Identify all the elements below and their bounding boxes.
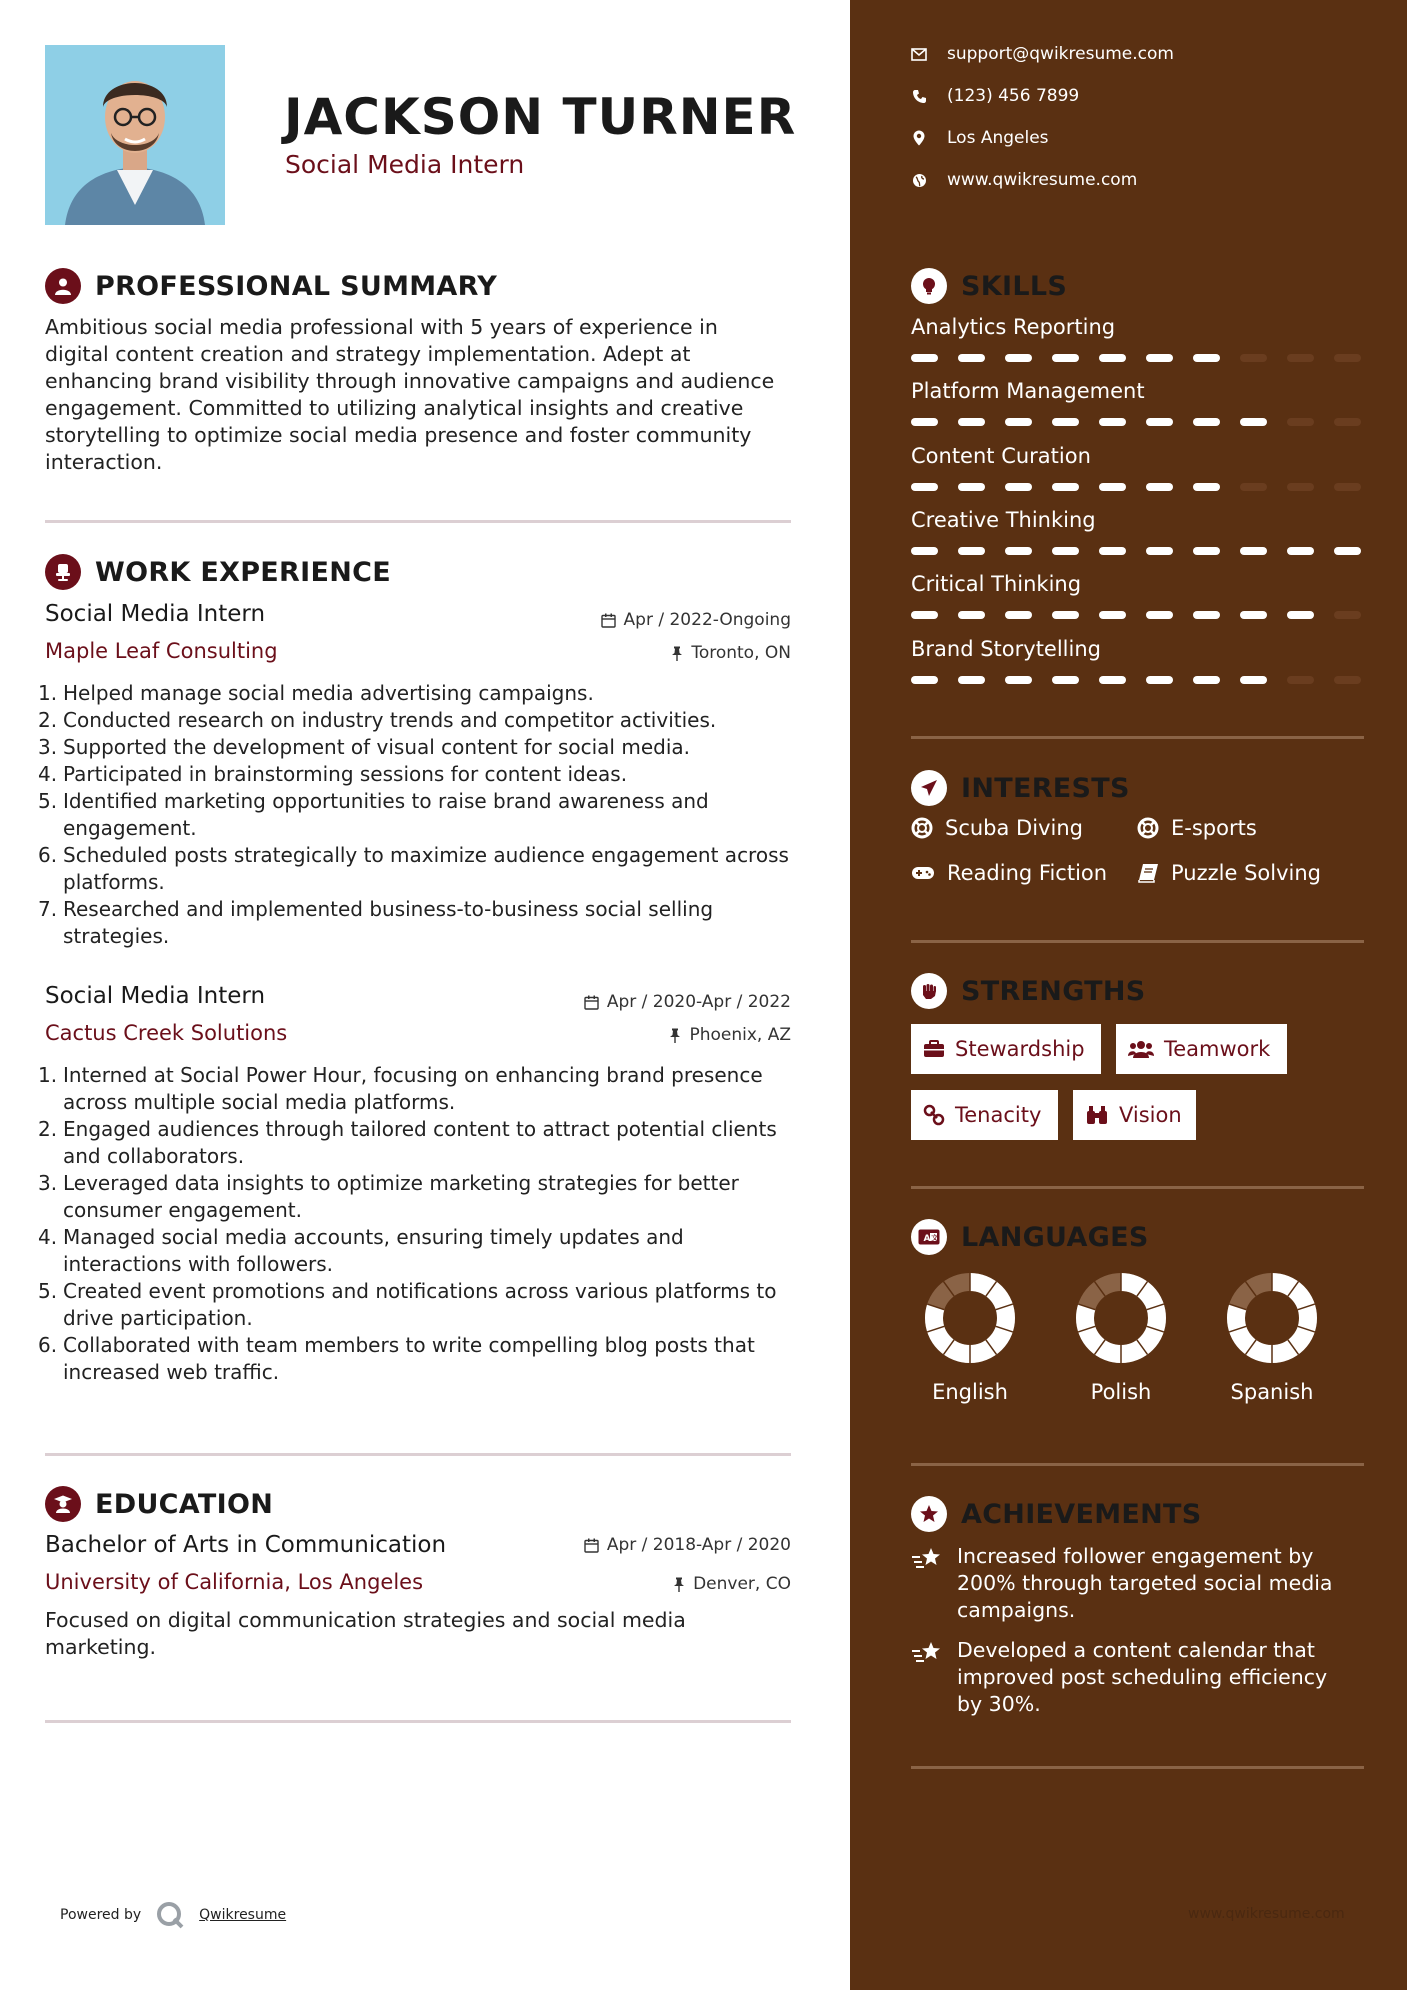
rating-dot-filled	[1240, 418, 1267, 426]
rating-dot-filled	[1193, 611, 1220, 619]
skills-heading	[911, 268, 1067, 304]
location-text: Los Angeles	[947, 128, 1049, 148]
envelope-icon	[911, 46, 927, 62]
job-dates-text: Apr / 2022-Ongoing	[623, 610, 791, 630]
rating-dot-filled	[1287, 611, 1314, 619]
achievement-item	[911, 1637, 1351, 1718]
rating-dot-filled	[1193, 418, 1220, 426]
fist-icon	[911, 973, 947, 1009]
email-text[interactable]: support@qwikresume.com	[947, 44, 1174, 64]
rating-dot-filled	[1193, 547, 1220, 555]
rating-dot-filled	[1334, 547, 1361, 555]
divider	[45, 1720, 791, 1723]
footer-website[interactable]: www.qwikresume.com	[1188, 1906, 1345, 1922]
rating-dot-empty	[1240, 354, 1267, 362]
rating-dot-filled	[1240, 547, 1267, 555]
translate-icon	[911, 1219, 947, 1255]
rating-dot-empty	[1287, 483, 1314, 491]
calendar-icon	[584, 1538, 599, 1553]
strengths-heading	[911, 973, 1146, 1009]
rating-dot-filled	[958, 418, 985, 426]
rating-dot-filled	[1005, 547, 1032, 555]
skill-rating	[911, 483, 1361, 491]
contact-website	[911, 170, 1137, 190]
degree: Bachelor of Arts in Communication	[45, 1532, 447, 1558]
rating-dot-filled	[911, 354, 938, 362]
list-item: 5. Created event promotions and notifications across various platforms to drive participation.	[38, 1279, 777, 1330]
experience-heading	[45, 554, 391, 590]
job-location-text: Phoenix, AZ	[689, 1025, 791, 1045]
rating-dot-filled	[1052, 483, 1079, 491]
skill-name: Analytics Reporting	[911, 315, 1116, 339]
rating-dot-filled	[1146, 547, 1173, 555]
job-bullets	[38, 1062, 798, 1386]
rating-dot-empty	[1334, 354, 1361, 362]
pin-icon	[669, 1028, 681, 1043]
achievement-text: Increased follower engagement by 200% through targeted social media campaigns.	[957, 1544, 1333, 1622]
interest-item	[911, 861, 1107, 885]
rating-dot-empty	[1334, 611, 1361, 619]
rating-dot-filled	[1146, 418, 1173, 426]
globe-icon	[911, 172, 927, 188]
language-item	[1051, 1270, 1191, 1404]
list-item: 2. Conducted research on industry trends and competitor activities.	[38, 708, 717, 732]
rating-dot-filled	[1052, 676, 1079, 684]
interest-label: Reading Fiction	[947, 861, 1108, 885]
divider	[45, 520, 791, 523]
rating-dot-empty	[1334, 483, 1361, 491]
strength-label: Tenacity	[955, 1103, 1042, 1127]
interests-title: INTERESTS	[961, 772, 1130, 804]
profile-photo	[45, 45, 225, 225]
job-bullets	[38, 680, 798, 950]
list-item: 4. Participated in brainstorming sessions for content ideas.	[38, 762, 628, 786]
briefcase-icon	[923, 1040, 945, 1058]
achievement-text: Developed a content calendar that improved post scheduling efficiency by 30%.	[957, 1638, 1328, 1716]
skill-name: Platform Management	[911, 379, 1145, 403]
job-title: Social Media Intern	[45, 601, 266, 627]
strength-badge	[911, 1024, 1101, 1074]
interest-label: Puzzle Solving	[1171, 861, 1321, 885]
skill-name: Creative Thinking	[911, 508, 1096, 532]
summary-text: Ambitious social media professional with 5 years of experience in digital content creation and strategy implementation. Adept at enhancing brand visibility through innovative campaigns and audience engagement. Committed to utilizing analytical insights and creative storytelling to optimize social media presence and foster community interaction.	[45, 315, 775, 474]
qwikresume-logo-icon	[155, 1900, 185, 1930]
education-dates-text: Apr / 2018-Apr / 2020	[606, 1535, 791, 1555]
summary-title: PROFESSIONAL SUMMARY	[95, 270, 498, 302]
interest-item	[1137, 861, 1321, 885]
experience-title: WORK EXPERIENCE	[95, 556, 391, 588]
list-item: 3. Supported the development of visual content for social media.	[38, 735, 691, 759]
powered-by-label: Powered by	[60, 1907, 142, 1923]
rating-dot-empty	[1240, 483, 1267, 491]
rating-dot-filled	[1099, 547, 1126, 555]
rating-dot-filled	[958, 676, 985, 684]
education-title: EDUCATION	[95, 1488, 274, 1520]
language-level-ring	[1224, 1270, 1320, 1366]
life-ring-icon	[1137, 817, 1159, 839]
divider	[911, 1766, 1364, 1769]
rating-dot-empty	[1287, 676, 1314, 684]
languages-heading	[911, 1219, 1149, 1255]
job-location-text: Toronto, ON	[691, 643, 791, 663]
contact-location	[911, 128, 1049, 148]
job-company: Maple Leaf Consulting	[45, 639, 278, 663]
language-level-ring	[1073, 1270, 1169, 1366]
skill-name: Brand Storytelling	[911, 637, 1101, 661]
rating-dot-filled	[1005, 354, 1032, 362]
rating-dot-empty	[1334, 418, 1361, 426]
rating-dot-filled	[1287, 547, 1314, 555]
language-label: Spanish	[1230, 1380, 1314, 1404]
rating-dot-filled	[1052, 418, 1079, 426]
graduate-icon	[45, 1486, 81, 1522]
language-item	[900, 1270, 1040, 1404]
user-icon	[45, 268, 81, 304]
rating-dot-filled	[1005, 676, 1032, 684]
rating-dot-filled	[1052, 547, 1079, 555]
office-chair-icon	[45, 554, 81, 590]
education-location	[673, 1574, 791, 1594]
rating-dot-filled	[911, 547, 938, 555]
education-location-text: Denver, CO	[693, 1574, 791, 1594]
strength-badge	[1073, 1090, 1196, 1140]
skill-rating	[911, 418, 1361, 426]
skill-rating	[911, 611, 1361, 619]
job-title: Social Media Intern	[45, 983, 266, 1009]
achievement-item	[911, 1543, 1351, 1624]
contact-phone	[911, 86, 1079, 106]
calendar-icon	[601, 613, 616, 628]
strength-label: Stewardship	[955, 1037, 1085, 1061]
users-icon	[1128, 1040, 1154, 1058]
job-company: Cactus Creek Solutions	[45, 1021, 288, 1045]
strength-label: Vision	[1119, 1103, 1182, 1127]
list-item: 5. Identified marketing opportunities to raise brand awareness and engagement.	[38, 789, 709, 840]
binoculars-icon	[1085, 1105, 1109, 1125]
contact-email	[911, 44, 1174, 64]
rating-dot-filled	[1240, 611, 1267, 619]
language-label: English	[932, 1380, 1008, 1404]
education-heading	[45, 1486, 273, 1522]
achievements-title: ACHIEVEMENTS	[961, 1498, 1202, 1530]
rating-dot-filled	[1005, 483, 1032, 491]
education-description: Focused on digital communication strategies and social media marketing.	[45, 1608, 686, 1659]
map-marker-icon	[911, 130, 927, 146]
website-text[interactable]: www.qwikresume.com	[947, 170, 1138, 190]
strength-badge	[1116, 1024, 1287, 1074]
rating-dot-filled	[1052, 611, 1079, 619]
list-item: 1. Helped manage social media advertising campaigns.	[38, 681, 594, 705]
job-dates	[584, 992, 791, 1012]
skill-name: Critical Thinking	[911, 572, 1082, 596]
rating-dot-filled	[911, 483, 938, 491]
job-dates-text: Apr / 2020-Apr / 2022	[606, 992, 791, 1012]
school: University of California, Los Angeles	[45, 1570, 424, 1594]
rating-dot-filled	[1005, 611, 1032, 619]
strength-label: Teamwork	[1164, 1037, 1271, 1061]
interest-item	[911, 816, 1083, 840]
rating-dot-filled	[1099, 483, 1126, 491]
list-item: 6. Scheduled posts strategically to maximize audience engagement across platforms.	[38, 843, 789, 894]
education-dates	[584, 1535, 791, 1555]
interest-item	[1137, 816, 1257, 840]
shooting-star-icon	[911, 1545, 945, 1573]
list-item: 6. Collaborated with team members to write compelling blog posts that increased web traffic.	[38, 1333, 755, 1384]
language-item	[1202, 1270, 1342, 1404]
interests-heading	[911, 770, 1130, 806]
rating-dot-filled	[1146, 354, 1173, 362]
link-icon	[923, 1104, 945, 1126]
rating-dot-filled	[958, 547, 985, 555]
list-item: 7. Researched and implemented business-to-business social selling strategies.	[38, 897, 714, 948]
list-item: 3. Leveraged data insights to optimize marketing strategies for better consumer engagement.	[38, 1171, 739, 1222]
strengths-title: STRENGTHS	[961, 975, 1146, 1007]
skill-rating	[911, 354, 1361, 362]
job-location	[669, 1025, 791, 1045]
qwikresume-link[interactable]: Qwikresume	[199, 1907, 287, 1923]
book-icon	[1137, 863, 1159, 883]
language-level-ring	[922, 1270, 1018, 1366]
languages-title: LANGUAGES	[961, 1221, 1149, 1253]
job-dates	[601, 610, 791, 630]
rating-dot-empty	[1287, 418, 1314, 426]
job-location	[671, 643, 791, 663]
rating-dot-filled	[1099, 354, 1126, 362]
rating-dot-filled	[911, 611, 938, 619]
calendar-icon	[584, 995, 599, 1010]
rating-dot-filled	[911, 676, 938, 684]
divider	[911, 736, 1364, 739]
divider	[911, 1463, 1364, 1466]
rating-dot-filled	[958, 354, 985, 362]
rating-dot-filled	[1099, 676, 1126, 684]
life-ring-icon	[911, 817, 933, 839]
candidate-name: JACKSON TURNER	[284, 88, 797, 146]
divider	[911, 1186, 1364, 1189]
list-item: 4. Managed social media accounts, ensuring timely updates and interactions with followers.	[38, 1225, 684, 1276]
skill-rating	[911, 676, 1361, 684]
rating-dot-filled	[1005, 418, 1032, 426]
pin-icon	[673, 1577, 685, 1592]
rating-dot-filled	[1193, 354, 1220, 362]
shooting-star-icon	[911, 1639, 945, 1667]
list-item: 1. Interned at Social Power Hour, focusing on enhancing brand presence across multiple social media platforms.	[38, 1063, 763, 1114]
rating-dot-filled	[1193, 483, 1220, 491]
skills-title: SKILLS	[961, 270, 1068, 302]
phone-text[interactable]: (123) 456 7899	[947, 86, 1080, 106]
skill-name: Content Curation	[911, 444, 1091, 468]
footer-powered-by	[60, 1900, 286, 1930]
divider	[45, 1453, 791, 1456]
phone-icon	[911, 88, 927, 104]
rating-dot-filled	[1146, 676, 1173, 684]
rating-dot-empty	[1334, 676, 1361, 684]
rating-dot-filled	[1146, 483, 1173, 491]
candidate-role: Social Media Intern	[285, 150, 525, 179]
rating-dot-filled	[911, 418, 938, 426]
list-item: 2. Engaged audiences through tailored content to attract potential clients and collaborators.	[38, 1117, 777, 1168]
strength-badge	[911, 1090, 1058, 1140]
star-badge-icon	[911, 1496, 947, 1532]
rating-dot-filled	[1052, 354, 1079, 362]
language-label: Polish	[1090, 1380, 1152, 1404]
rating-dot-filled	[1146, 611, 1173, 619]
divider	[911, 940, 1364, 943]
svg-text:文: 文	[931, 1234, 939, 1242]
svg-text:A: A	[923, 1234, 931, 1244]
skill-rating	[911, 547, 1361, 555]
rating-dot-filled	[958, 483, 985, 491]
rating-dot-filled	[958, 611, 985, 619]
interest-label: E-sports	[1171, 816, 1257, 840]
interest-label: Scuba Diving	[945, 816, 1083, 840]
summary-heading	[45, 268, 497, 304]
gamepad-icon	[911, 865, 935, 881]
pin-icon	[671, 646, 683, 661]
achievements-heading	[911, 1496, 1202, 1532]
rating-dot-filled	[1193, 676, 1220, 684]
rating-dot-filled	[1240, 676, 1267, 684]
rating-dot-empty	[1287, 354, 1314, 362]
paper-plane-icon	[911, 770, 947, 806]
lightbulb-icon	[911, 268, 947, 304]
rating-dot-filled	[1099, 611, 1126, 619]
rating-dot-filled	[1099, 418, 1126, 426]
